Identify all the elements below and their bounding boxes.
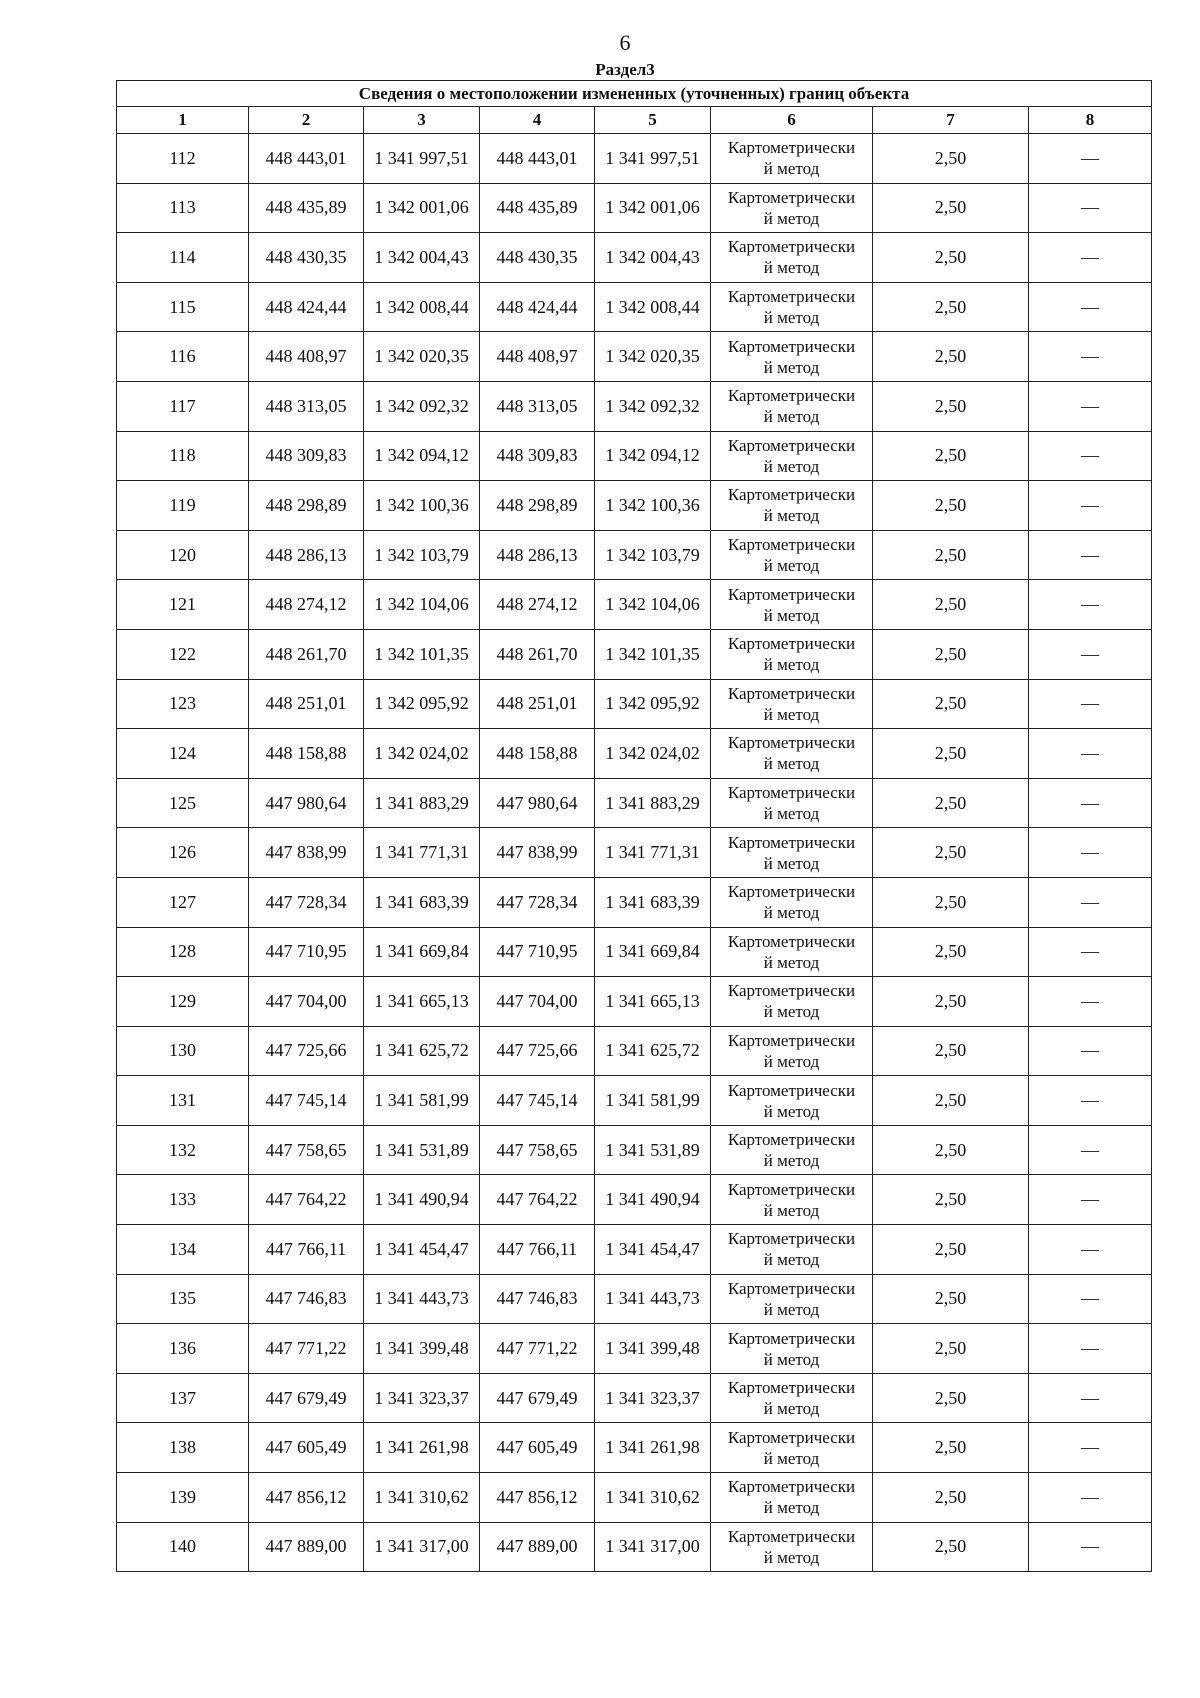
method-cell: Картометрически й метод: [711, 1473, 873, 1523]
table-row: [117, 183, 1152, 233]
point-number-cell: 117: [117, 381, 249, 431]
y-new-cell: 1 341 323,37: [595, 1373, 711, 1423]
table-row: [117, 877, 1152, 927]
accuracy-cell: 2,50: [873, 1076, 1029, 1126]
y-new-cell: 1 341 771,31: [595, 828, 711, 878]
y-new-cell: 1 342 020,35: [595, 332, 711, 382]
x-new-cell: 447 746,83: [480, 1274, 595, 1324]
point-number-cell: 129: [117, 977, 249, 1027]
x-new-cell: 447 745,14: [480, 1076, 595, 1126]
method-cell: Картометрически й метод: [711, 977, 873, 1027]
y-new-cell: 1 341 261,98: [595, 1423, 711, 1473]
column-header-5: 5: [595, 107, 711, 134]
x-existing-cell: 448 408,97: [249, 332, 364, 382]
accuracy-cell: 2,50: [873, 183, 1029, 233]
table-row: [117, 778, 1152, 828]
point-number-cell: 113: [117, 183, 249, 233]
description-cell: —: [1029, 778, 1152, 828]
y-new-cell: 1 342 100,36: [595, 481, 711, 531]
y-new-cell: 1 342 008,44: [595, 282, 711, 332]
column-header-6: 6: [711, 107, 873, 134]
x-new-cell: 447 764,22: [480, 1175, 595, 1225]
accuracy-cell: 2,50: [873, 877, 1029, 927]
y-existing-cell: 1 341 310,62: [364, 1473, 480, 1523]
accuracy-cell: 2,50: [873, 332, 1029, 382]
description-cell: —: [1029, 580, 1152, 630]
x-existing-cell: 447 605,49: [249, 1423, 364, 1473]
x-existing-cell: 448 430,35: [249, 233, 364, 283]
table-row: [117, 431, 1152, 481]
y-existing-cell: 1 341 669,84: [364, 927, 480, 977]
table-row: [117, 1274, 1152, 1324]
x-new-cell: 447 725,66: [480, 1026, 595, 1076]
x-new-cell: 448 435,89: [480, 183, 595, 233]
description-cell: —: [1029, 1225, 1152, 1275]
y-existing-cell: 1 342 001,06: [364, 183, 480, 233]
x-new-cell: 447 704,00: [480, 977, 595, 1027]
x-new-cell: 448 286,13: [480, 530, 595, 580]
point-number-cell: 132: [117, 1125, 249, 1175]
method-cell: Картометрически й метод: [711, 332, 873, 382]
method-cell: Картометрически й метод: [711, 729, 873, 779]
point-number-cell: 131: [117, 1076, 249, 1126]
accuracy-cell: 2,50: [873, 1175, 1029, 1225]
y-new-cell: 1 342 095,92: [595, 679, 711, 729]
x-existing-cell: 448 424,44: [249, 282, 364, 332]
x-existing-cell: 447 838,99: [249, 828, 364, 878]
method-cell: Картометрически й метод: [711, 183, 873, 233]
method-cell: Картометрически й метод: [711, 381, 873, 431]
y-existing-cell: 1 341 665,13: [364, 977, 480, 1027]
y-existing-cell: 1 342 100,36: [364, 481, 480, 531]
method-cell: Картометрически й метод: [711, 1076, 873, 1126]
method-cell: Картометрически й метод: [711, 629, 873, 679]
method-cell: Картометрически й метод: [711, 877, 873, 927]
accuracy-cell: 2,50: [873, 282, 1029, 332]
y-new-cell: 1 341 625,72: [595, 1026, 711, 1076]
coordinates-table: [116, 80, 1152, 1572]
x-new-cell: 448 430,35: [480, 233, 595, 283]
point-number-cell: 137: [117, 1373, 249, 1423]
x-new-cell: 448 251,01: [480, 679, 595, 729]
point-number-cell: 128: [117, 927, 249, 977]
point-number-cell: 118: [117, 431, 249, 481]
x-new-cell: 448 158,88: [480, 729, 595, 779]
table-row: [117, 233, 1152, 283]
description-cell: —: [1029, 481, 1152, 531]
x-new-cell: 447 766,11: [480, 1225, 595, 1275]
point-number-cell: 120: [117, 530, 249, 580]
method-cell: Картометрически й метод: [711, 1225, 873, 1275]
y-existing-cell: 1 341 531,89: [364, 1125, 480, 1175]
x-existing-cell: 448 298,89: [249, 481, 364, 531]
method-cell: Картометрически й метод: [711, 1324, 873, 1374]
description-cell: —: [1029, 1423, 1152, 1473]
point-number-cell: 115: [117, 282, 249, 332]
x-existing-cell: 447 745,14: [249, 1076, 364, 1126]
x-existing-cell: 448 443,01: [249, 134, 364, 184]
y-new-cell: 1 342 004,43: [595, 233, 711, 283]
method-cell: Картометрически й метод: [711, 1522, 873, 1572]
y-new-cell: 1 342 092,32: [595, 381, 711, 431]
x-existing-cell: 447 889,00: [249, 1522, 364, 1572]
x-new-cell: 447 980,64: [480, 778, 595, 828]
description-cell: —: [1029, 877, 1152, 927]
method-cell: Картометрически й метод: [711, 233, 873, 283]
method-cell: Картометрически й метод: [711, 1274, 873, 1324]
x-new-cell: 448 261,70: [480, 629, 595, 679]
x-new-cell: 448 313,05: [480, 381, 595, 431]
y-new-cell: 1 342 101,35: [595, 629, 711, 679]
point-number-cell: 119: [117, 481, 249, 531]
description-cell: —: [1029, 1026, 1152, 1076]
x-existing-cell: 448 313,05: [249, 381, 364, 431]
x-new-cell: 448 443,01: [480, 134, 595, 184]
table-row: [117, 381, 1152, 431]
x-new-cell: 447 758,65: [480, 1125, 595, 1175]
accuracy-cell: 2,50: [873, 1473, 1029, 1523]
accuracy-cell: 2,50: [873, 977, 1029, 1027]
method-cell: Картометрически й метод: [711, 828, 873, 878]
point-number-cell: 114: [117, 233, 249, 283]
accuracy-cell: 2,50: [873, 1522, 1029, 1572]
y-existing-cell: 1 341 883,29: [364, 778, 480, 828]
point-number-cell: 133: [117, 1175, 249, 1225]
y-existing-cell: 1 341 581,99: [364, 1076, 480, 1126]
table-row: [117, 282, 1152, 332]
table-row: [117, 1373, 1152, 1423]
x-new-cell: 448 298,89: [480, 481, 595, 531]
table-row: [117, 629, 1152, 679]
y-new-cell: 1 341 490,94: [595, 1175, 711, 1225]
description-cell: —: [1029, 431, 1152, 481]
accuracy-cell: 2,50: [873, 1125, 1029, 1175]
method-cell: Картометрически й метод: [711, 282, 873, 332]
y-new-cell: 1 341 310,62: [595, 1473, 711, 1523]
y-new-cell: 1 341 665,13: [595, 977, 711, 1027]
table-row: [117, 729, 1152, 779]
table-row: [117, 1175, 1152, 1225]
x-new-cell: 447 605,49: [480, 1423, 595, 1473]
point-number-cell: 112: [117, 134, 249, 184]
method-cell: Картометрически й метод: [711, 927, 873, 977]
x-new-cell: 448 408,97: [480, 332, 595, 382]
table-row: [117, 481, 1152, 531]
table-body: [117, 134, 1152, 1572]
description-cell: —: [1029, 977, 1152, 1027]
y-existing-cell: 1 342 101,35: [364, 629, 480, 679]
y-existing-cell: 1 342 024,02: [364, 729, 480, 779]
point-number-cell: 130: [117, 1026, 249, 1076]
table-title-row: [117, 81, 1152, 107]
table-row: [117, 1225, 1152, 1275]
y-new-cell: 1 341 581,99: [595, 1076, 711, 1126]
x-new-cell: 447 889,00: [480, 1522, 595, 1572]
description-cell: —: [1029, 134, 1152, 184]
x-existing-cell: 447 771,22: [249, 1324, 364, 1374]
description-cell: —: [1029, 381, 1152, 431]
point-number-cell: 121: [117, 580, 249, 630]
y-existing-cell: 1 342 104,06: [364, 580, 480, 630]
column-header-3: 3: [364, 107, 480, 134]
x-existing-cell: 448 251,01: [249, 679, 364, 729]
table-row: [117, 1423, 1152, 1473]
table-row: [117, 679, 1152, 729]
accuracy-cell: 2,50: [873, 381, 1029, 431]
x-existing-cell: 448 158,88: [249, 729, 364, 779]
x-new-cell: 447 838,99: [480, 828, 595, 878]
x-new-cell: 448 309,83: [480, 431, 595, 481]
table-row: [117, 530, 1152, 580]
point-number-cell: 139: [117, 1473, 249, 1523]
y-new-cell: 1 342 001,06: [595, 183, 711, 233]
page-number: 6: [619, 30, 631, 55]
y-existing-cell: 1 342 094,12: [364, 431, 480, 481]
y-existing-cell: 1 341 443,73: [364, 1274, 480, 1324]
y-existing-cell: 1 341 771,31: [364, 828, 480, 878]
point-number-cell: 138: [117, 1423, 249, 1473]
y-existing-cell: 1 341 454,47: [364, 1225, 480, 1275]
y-existing-cell: 1 342 095,92: [364, 679, 480, 729]
y-new-cell: 1 342 094,12: [595, 431, 711, 481]
description-cell: —: [1029, 1274, 1152, 1324]
y-existing-cell: 1 341 997,51: [364, 134, 480, 184]
y-new-cell: 1 341 531,89: [595, 1125, 711, 1175]
description-cell: —: [1029, 729, 1152, 779]
x-existing-cell: 448 286,13: [249, 530, 364, 580]
accuracy-cell: 2,50: [873, 431, 1029, 481]
table-row: [117, 1522, 1152, 1572]
column-header-1: 1: [117, 107, 249, 134]
y-existing-cell: 1 341 323,37: [364, 1373, 480, 1423]
method-cell: Картометрически й метод: [711, 679, 873, 729]
x-existing-cell: 447 728,34: [249, 877, 364, 927]
method-cell: Картометрически й метод: [711, 1026, 873, 1076]
accuracy-cell: 2,50: [873, 1373, 1029, 1423]
y-new-cell: 1 342 024,02: [595, 729, 711, 779]
coordinates-table-container: [116, 80, 1152, 1572]
y-existing-cell: 1 342 020,35: [364, 332, 480, 382]
x-existing-cell: 447 980,64: [249, 778, 364, 828]
method-cell: Картометрически й метод: [711, 1175, 873, 1225]
x-new-cell: 447 771,22: [480, 1324, 595, 1374]
accuracy-cell: 2,50: [873, 927, 1029, 977]
method-cell: Картометрически й метод: [711, 1125, 873, 1175]
x-new-cell: 447 679,49: [480, 1373, 595, 1423]
y-new-cell: 1 341 997,51: [595, 134, 711, 184]
y-new-cell: 1 341 317,00: [595, 1522, 711, 1572]
y-existing-cell: 1 341 683,39: [364, 877, 480, 927]
y-existing-cell: 1 341 261,98: [364, 1423, 480, 1473]
x-existing-cell: 447 679,49: [249, 1373, 364, 1423]
x-existing-cell: 448 309,83: [249, 431, 364, 481]
table-row: [117, 1324, 1152, 1374]
description-cell: —: [1029, 1324, 1152, 1374]
description-cell: —: [1029, 679, 1152, 729]
description-cell: —: [1029, 530, 1152, 580]
table-row: [117, 1026, 1152, 1076]
description-cell: —: [1029, 332, 1152, 382]
accuracy-cell: 2,50: [873, 1274, 1029, 1324]
point-number-cell: 124: [117, 729, 249, 779]
x-new-cell: 448 424,44: [480, 282, 595, 332]
table-title: Сведения о местоположении измененных (уточненных) границ объекта: [117, 81, 1152, 107]
table-row: [117, 134, 1152, 184]
description-cell: —: [1029, 1076, 1152, 1126]
point-number-cell: 116: [117, 332, 249, 382]
x-existing-cell: 447 766,11: [249, 1225, 364, 1275]
description-cell: —: [1029, 282, 1152, 332]
method-cell: Картометрически й метод: [711, 580, 873, 630]
accuracy-cell: 2,50: [873, 729, 1029, 779]
x-existing-cell: 447 725,66: [249, 1026, 364, 1076]
x-existing-cell: 447 856,12: [249, 1473, 364, 1523]
method-cell: Картометрически й метод: [711, 134, 873, 184]
y-new-cell: 1 341 399,48: [595, 1324, 711, 1374]
point-number-cell: 134: [117, 1225, 249, 1275]
y-new-cell: 1 341 454,47: [595, 1225, 711, 1275]
x-existing-cell: 448 261,70: [249, 629, 364, 679]
y-new-cell: 1 341 443,73: [595, 1274, 711, 1324]
table-row: [117, 1473, 1152, 1523]
point-number-cell: 122: [117, 629, 249, 679]
x-existing-cell: 447 710,95: [249, 927, 364, 977]
description-cell: —: [1029, 927, 1152, 977]
x-existing-cell: 448 435,89: [249, 183, 364, 233]
x-new-cell: 447 856,12: [480, 1473, 595, 1523]
method-cell: Картометрически й метод: [711, 530, 873, 580]
description-cell: —: [1029, 1522, 1152, 1572]
method-cell: Картометрически й метод: [711, 1373, 873, 1423]
accuracy-cell: 2,50: [873, 679, 1029, 729]
description-cell: —: [1029, 1373, 1152, 1423]
method-cell: Картометрически й метод: [711, 431, 873, 481]
y-existing-cell: 1 341 490,94: [364, 1175, 480, 1225]
y-new-cell: 1 342 104,06: [595, 580, 711, 630]
description-cell: —: [1029, 1473, 1152, 1523]
point-number-cell: 125: [117, 778, 249, 828]
table-row: [117, 977, 1152, 1027]
point-number-cell: 140: [117, 1522, 249, 1572]
accuracy-cell: 2,50: [873, 629, 1029, 679]
y-existing-cell: 1 341 317,00: [364, 1522, 480, 1572]
x-existing-cell: 448 274,12: [249, 580, 364, 630]
column-header-8: 8: [1029, 107, 1152, 134]
description-cell: —: [1029, 1175, 1152, 1225]
accuracy-cell: 2,50: [873, 1026, 1029, 1076]
section-title: Раздел3: [595, 60, 655, 79]
x-existing-cell: 447 746,83: [249, 1274, 364, 1324]
table-row: [117, 828, 1152, 878]
y-existing-cell: 1 342 103,79: [364, 530, 480, 580]
point-number-cell: 123: [117, 679, 249, 729]
column-header-2: 2: [249, 107, 364, 134]
table-row: [117, 1076, 1152, 1126]
y-existing-cell: 1 342 008,44: [364, 282, 480, 332]
accuracy-cell: 2,50: [873, 1225, 1029, 1275]
y-new-cell: 1 341 669,84: [595, 927, 711, 977]
x-existing-cell: 447 764,22: [249, 1175, 364, 1225]
y-existing-cell: 1 342 004,43: [364, 233, 480, 283]
table-row: [117, 1125, 1152, 1175]
accuracy-cell: 2,50: [873, 233, 1029, 283]
point-number-cell: 126: [117, 828, 249, 878]
x-new-cell: 447 728,34: [480, 877, 595, 927]
accuracy-cell: 2,50: [873, 481, 1029, 531]
column-header-7: 7: [873, 107, 1029, 134]
accuracy-cell: 2,50: [873, 1423, 1029, 1473]
point-number-cell: 127: [117, 877, 249, 927]
y-existing-cell: 1 342 092,32: [364, 381, 480, 431]
description-cell: —: [1029, 629, 1152, 679]
y-existing-cell: 1 341 625,72: [364, 1026, 480, 1076]
accuracy-cell: 2,50: [873, 530, 1029, 580]
y-existing-cell: 1 341 399,48: [364, 1324, 480, 1374]
column-header-4: 4: [480, 107, 595, 134]
y-new-cell: 1 342 103,79: [595, 530, 711, 580]
accuracy-cell: 2,50: [873, 580, 1029, 630]
method-cell: Картометрически й метод: [711, 481, 873, 531]
x-existing-cell: 447 758,65: [249, 1125, 364, 1175]
table-row: [117, 927, 1152, 977]
description-cell: —: [1029, 183, 1152, 233]
accuracy-cell: 2,50: [873, 828, 1029, 878]
description-cell: —: [1029, 233, 1152, 283]
accuracy-cell: 2,50: [873, 1324, 1029, 1374]
table-row: [117, 580, 1152, 630]
column-number-row: [117, 107, 1152, 134]
description-cell: —: [1029, 1125, 1152, 1175]
x-new-cell: 447 710,95: [480, 927, 595, 977]
table-row: [117, 332, 1152, 382]
x-new-cell: 448 274,12: [480, 580, 595, 630]
method-cell: Картометрически й метод: [711, 1423, 873, 1473]
description-cell: —: [1029, 828, 1152, 878]
accuracy-cell: 2,50: [873, 134, 1029, 184]
point-number-cell: 136: [117, 1324, 249, 1374]
y-new-cell: 1 341 883,29: [595, 778, 711, 828]
method-cell: Картометрически й метод: [711, 778, 873, 828]
point-number-cell: 135: [117, 1274, 249, 1324]
x-existing-cell: 447 704,00: [249, 977, 364, 1027]
accuracy-cell: 2,50: [873, 778, 1029, 828]
y-new-cell: 1 341 683,39: [595, 877, 711, 927]
